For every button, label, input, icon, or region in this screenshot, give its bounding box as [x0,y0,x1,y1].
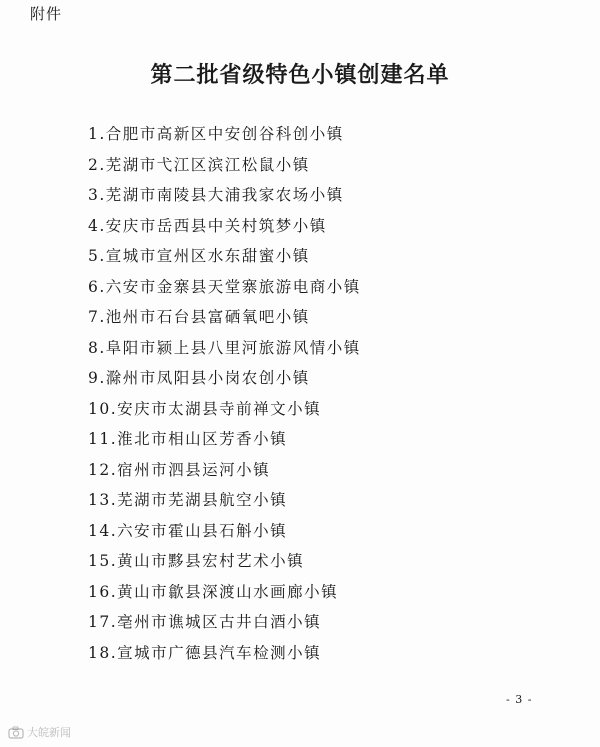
list-item: 10.安庆市太湖县寺前禅文小镇 [88,399,322,418]
list-item: 11.淮北市相山区芳香小镇 [88,430,288,448]
list-item: 8.阜阳市颍上县八里河旅游风情小镇 [88,338,361,357]
list-item: 4.安庆市岳西县中关村筑梦小镇 [88,216,327,235]
list-item: 15.黄山市黟县宏村艺术小镇 [88,552,305,570]
list-item: 14.六安市霍山县石斛小镇 [88,521,288,540]
list-item: 3.芜湖市南陵县大浦我家农场小镇 [88,186,344,204]
list-item: 2.芜湖市弋江区滨江松鼠小镇 [88,155,310,174]
list-item: 16.黄山市歙县深渡山水画廊小镇 [88,582,339,601]
watermark-text: 大皖新闻 [27,726,71,739]
list-item: 18.宣城市广德县汽车检测小镇 [88,643,322,662]
town-list [88,119,361,668]
page-number: - 3 - [506,693,533,706]
list-item: 7.池州市石台县富硒氧吧小镇 [88,308,310,326]
list-item: 5.宣城市宣州区水东甜蜜小镇 [88,247,310,265]
list-item: 17.亳州市谯城区古井白酒小镇 [88,613,322,631]
attachment-label: 附件 [30,5,63,23]
document-title: 第二批省级特色小镇创建名单 [150,62,450,88]
camera-icon [8,726,24,739]
list-item: 6.六安市金寨县天堂寨旅游电商小镇 [88,277,361,296]
list-item: 13.芜湖市芜湖县航空小镇 [88,491,288,509]
list-item: 1.合肥市高新区中安创谷科创小镇 [88,125,344,143]
watermark [8,724,71,740]
list-item: 9.滁州市凤阳县小岗农创小镇 [88,369,310,387]
list-item: 12.宿州市泗县运河小镇 [88,460,271,479]
